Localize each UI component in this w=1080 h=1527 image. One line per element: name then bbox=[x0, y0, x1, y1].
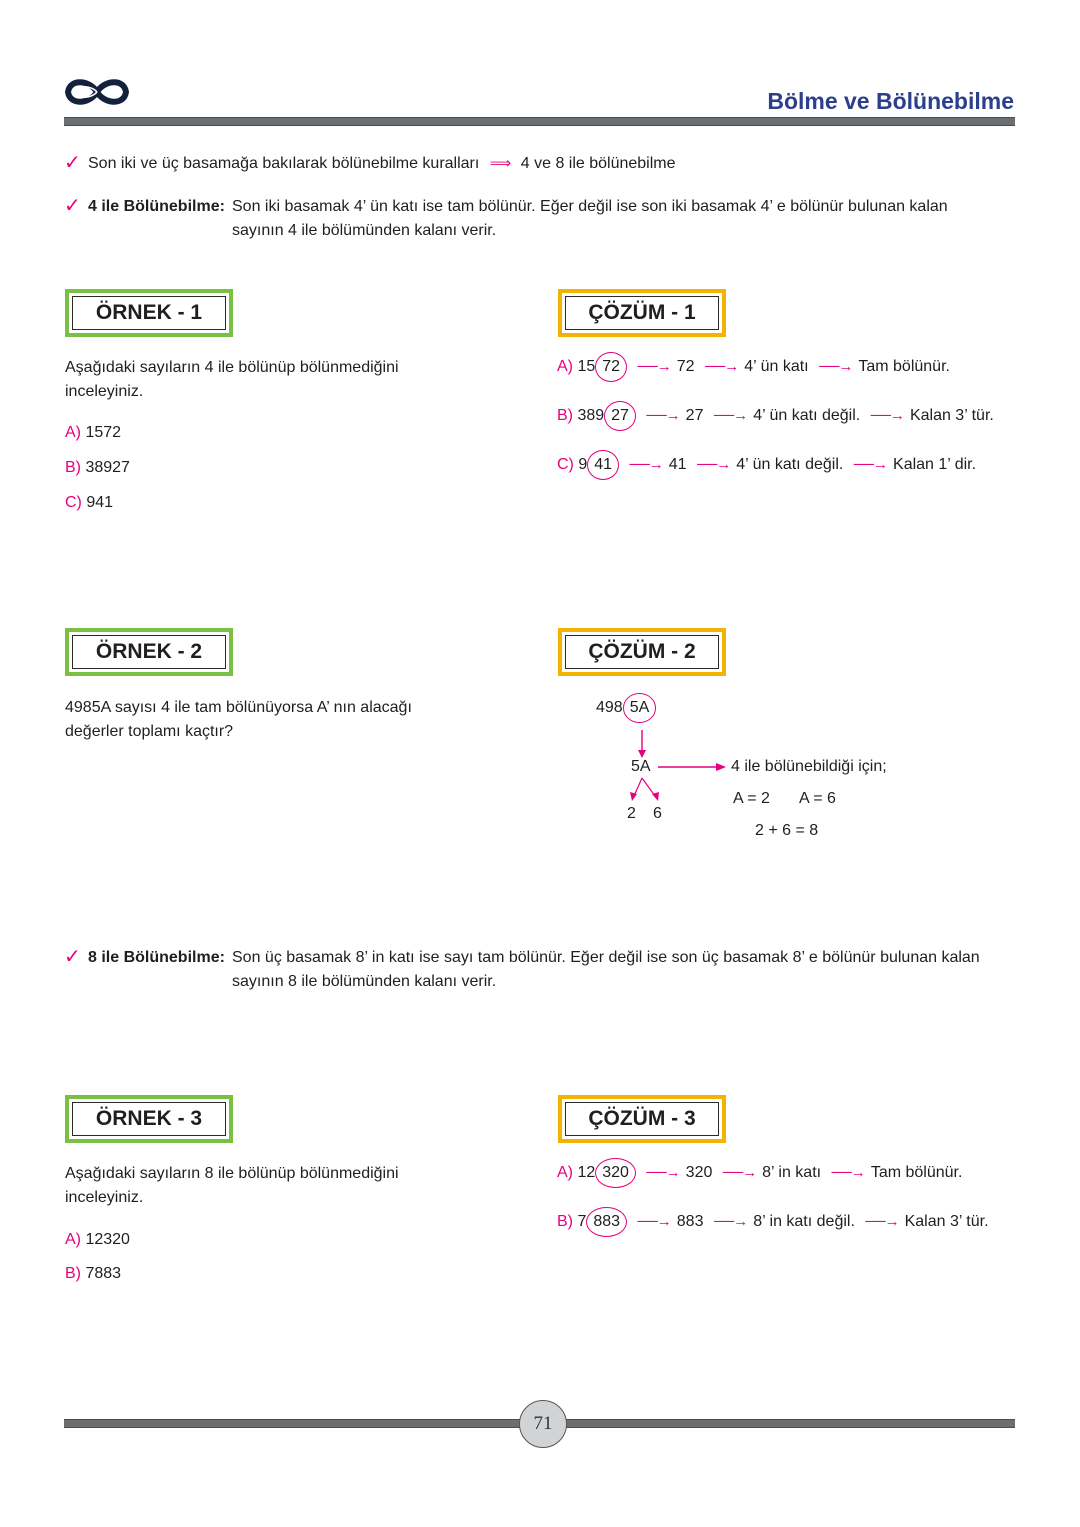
cozum1-box bbox=[558, 289, 726, 337]
cozum3-title: ÇÖZÜM - 3 bbox=[565, 1102, 719, 1136]
header-rule bbox=[64, 117, 1015, 126]
cozum2-number: 498 5A bbox=[596, 693, 656, 723]
ornek3-title: ÖRNEK - 3 bbox=[72, 1102, 226, 1136]
ornek3-option: B) 7883 bbox=[65, 1265, 122, 1282]
ornek1-option: B) 38927 bbox=[65, 459, 130, 476]
ornek1-option: C) 941 bbox=[65, 494, 114, 511]
div4-line2: sayının 4 ile bölümünden kalanı verir. bbox=[232, 222, 497, 239]
ornek3-question-2: inceleyiniz. bbox=[65, 1189, 144, 1206]
ornek2-question-1: 4985A sayısı 4 ile tam bölünüyorsa A’ nın alacağı bbox=[65, 699, 412, 716]
div8-line2: sayının 8 ile bölümünden kalanı verir. bbox=[232, 973, 497, 990]
cozum3-box bbox=[558, 1095, 726, 1143]
ornek1-option: A) 1572 bbox=[65, 424, 122, 441]
intro-result: 4 ve 8 ile bölünebilme bbox=[520, 155, 676, 172]
cozum1-row: A) 15 72 ──→ 72 ──→ 4’ ün katı ──→ Tam bölünür. bbox=[557, 352, 950, 382]
cozum2-eq2: A = 6 bbox=[799, 790, 836, 807]
intro-text: Son iki ve üç basamağa bakılarak bölünebilme kuralları bbox=[88, 155, 480, 172]
ornek2-question-2: değerler toplamı kaçtır? bbox=[65, 723, 234, 740]
cozum2-arrows bbox=[600, 720, 740, 830]
cozum2-right: 6 bbox=[653, 805, 662, 822]
ornek3-option: A) 12320 bbox=[65, 1231, 130, 1248]
check-icon: ✓ bbox=[64, 195, 81, 217]
cozum1-row: C) 9 41 ──→ 41 ──→ 4’ ün katı değil. ──→ Kalan 1’ dir. bbox=[557, 450, 976, 480]
ornek2-box bbox=[65, 628, 233, 676]
div8-line1: Son üç basamak 8’ in katı ise sayı tam bölünür. Eğer değil ise son üç basamak 8’ e bölünür bulunan kalan bbox=[232, 949, 980, 966]
cozum3-row: A) 12 320 ──→ 320 ──→ 8’ in katı ──→ Tam bölünür. bbox=[557, 1158, 962, 1188]
check-icon: ✓ bbox=[64, 946, 81, 968]
div4-label: 4 ile Bölünebilme: bbox=[88, 198, 225, 215]
ornek3-question-1: Aşağıdaki sayıların 8 ile bölünüp bölünmediğini bbox=[65, 1165, 399, 1182]
ornek3-box bbox=[65, 1095, 233, 1143]
cozum2-title: ÇÖZÜM - 2 bbox=[565, 635, 719, 669]
ornek2-title: ÖRNEK - 2 bbox=[72, 635, 226, 669]
check-icon: ✓ bbox=[64, 152, 81, 174]
cozum2-left: 2 bbox=[627, 805, 636, 822]
div4-line1: Son iki basamak 4’ ün katı ise tam bölünür. Eğer değil ise son iki basamak 4’ e bölünür bulunan kalan bbox=[232, 198, 948, 215]
cozum1-row: B) 389 27 ──→ 27 ──→ 4’ ün katı değil. ──→ Kalan 3’ tür. bbox=[557, 401, 994, 431]
infinity-logo-icon bbox=[62, 72, 132, 117]
cozum2-reason: 4 ile bölünebildiği için; bbox=[731, 758, 887, 775]
cozum2-eq1: A = 2 bbox=[733, 790, 770, 807]
cozum1-title: ÇÖZÜM - 1 bbox=[565, 296, 719, 330]
ornek1-title: ÖRNEK - 1 bbox=[72, 296, 226, 330]
double-arrow-icon: ⟹ bbox=[489, 155, 511, 172]
page-title: Bölme ve Bölünebilme bbox=[767, 88, 1014, 114]
ornek1-question-2: inceleyiniz. bbox=[65, 383, 144, 400]
ornek1-question-1: Aşağıdaki sayıların 4 ile bölünüp bölünmediğini bbox=[65, 359, 399, 376]
page-number: 71 bbox=[519, 1400, 567, 1448]
cozum2-box bbox=[558, 628, 726, 676]
cozum2-node: 5A bbox=[631, 758, 651, 775]
ornek1-box bbox=[65, 289, 233, 337]
intro-rule bbox=[88, 152, 676, 176]
cozum3-row: B) 7 883 ──→ 883 ──→ 8’ in katı değil. ──→ Kalan 3’ tür. bbox=[557, 1207, 989, 1237]
cozum2-sum: 2 + 6 = 8 bbox=[755, 822, 819, 839]
div8-label: 8 ile Bölünebilme: bbox=[88, 949, 225, 966]
